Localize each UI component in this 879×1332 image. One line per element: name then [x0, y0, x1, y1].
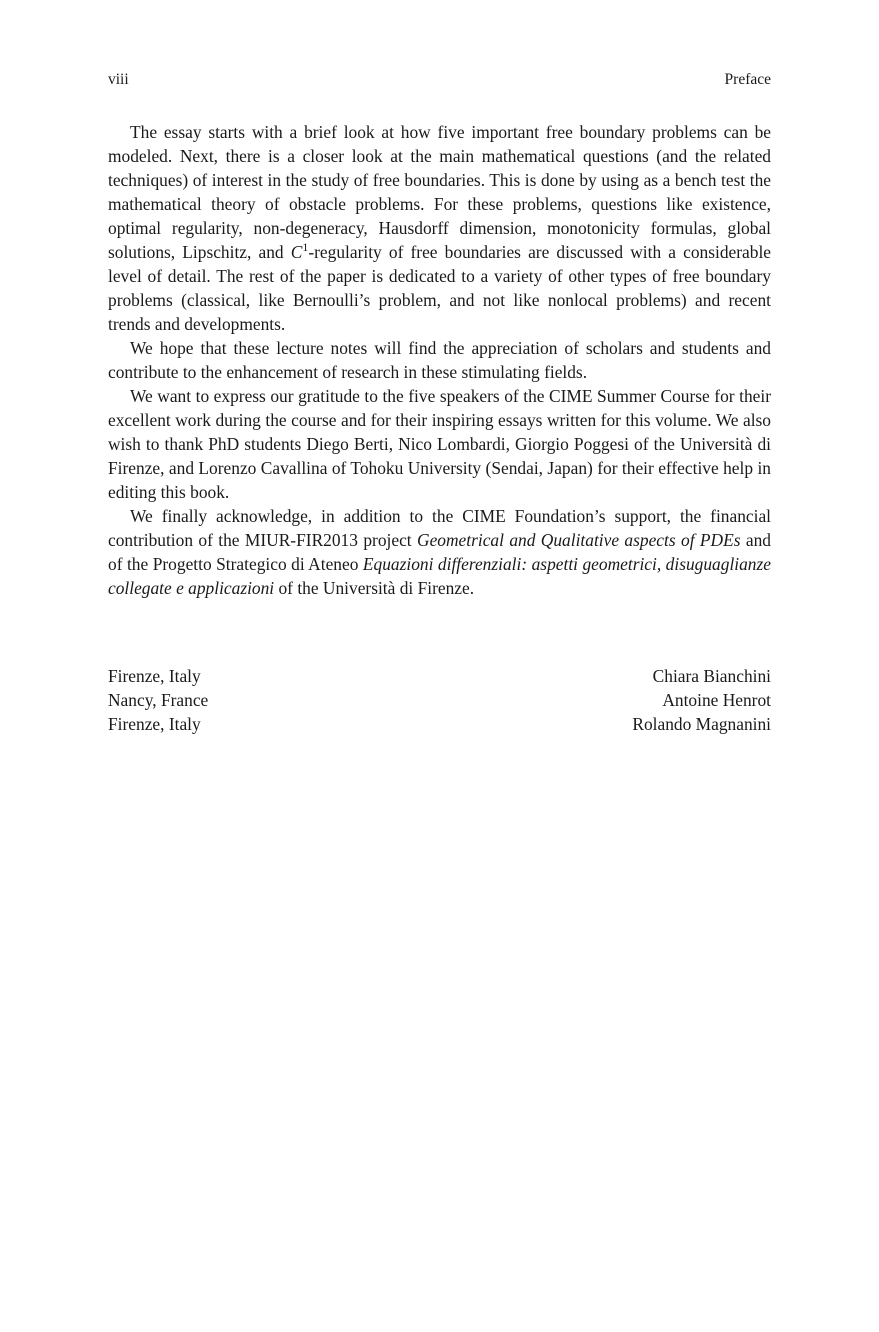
signature-block	[108, 664, 771, 736]
paragraph-text: and of the Progetto Strategico di Ateneo	[108, 530, 771, 574]
paragraph-text: The essay starts with a brief look at how five important free boundary problems can be modeled. Next, there is a closer look at the main mathematical questions (and the related techniques) of interest in the study of free boundaries. This is done by using as a bench test the mathematical theory of obstacle problems. For these problems, questions like existence, optimal regularity, non-degeneracy, Hausdorff dimension, monotonicity formulas, global solutions, Lipschitz, and	[108, 122, 771, 262]
signature-name: Antoine Henrot	[662, 690, 771, 710]
signature-place: Firenze, Italy	[108, 666, 201, 686]
signature-place: Nancy, France	[108, 690, 209, 710]
paragraph	[108, 384, 771, 504]
signature-row	[108, 688, 771, 712]
math-c1: $C^1$	[290, 240, 309, 262]
paragraph-text: -regularity of free boundaries are discussed with a considerable level of detail. The rest of the paper is dedicated to a variety of other types of free boundary problems (classical, like Bernoulli’s problem, and not like nonlocal problems) and recent trends and developments.	[108, 242, 772, 334]
signature-row	[108, 664, 771, 688]
paragraph	[108, 336, 771, 384]
running-title: Preface	[724, 71, 771, 88]
paragraph-text: We finally acknowledge, in addition to the CIME Foundation’s support, the financial contribution of the MIUR-FIR2013 project	[108, 506, 771, 550]
signature-place: Firenze, Italy	[108, 714, 201, 734]
page-number: viii	[108, 71, 129, 88]
paragraph	[108, 120, 771, 336]
paragraph-text: We want to express our gratitude to the five speakers of the CIME Summer Course for their excellent work during the course and for their inspiring essays written for this volume. We also wish to thank PhD students Diego Berti, Nico Lombardi, Giorgio Poggesi of the Università di Firenze, and Lorenzo Cavallina of Tohoku University (Sendai, Japan) for their effective help in editing this book.	[108, 386, 771, 502]
preface-body	[108, 120, 771, 600]
paragraph-text: We hope that these lecture notes will find the appreciation of scholars and students and contribute to the enhancement of research in these stimulating fields.	[108, 338, 771, 382]
paragraph-text: of the Università di Firenze.	[274, 578, 475, 598]
project-title: Geometrical and Qualitative aspects of PDEs	[417, 530, 741, 550]
signature-row	[108, 712, 771, 736]
running-header	[108, 70, 771, 90]
signature-name: Chiara Bianchini	[652, 666, 771, 686]
signature-name: Rolando Magnanini	[632, 714, 771, 734]
paragraph	[108, 504, 771, 600]
project-title: Equazioni differenziali: aspetti geometrici, disuguaglianze collegate e applicazioni	[108, 554, 771, 598]
